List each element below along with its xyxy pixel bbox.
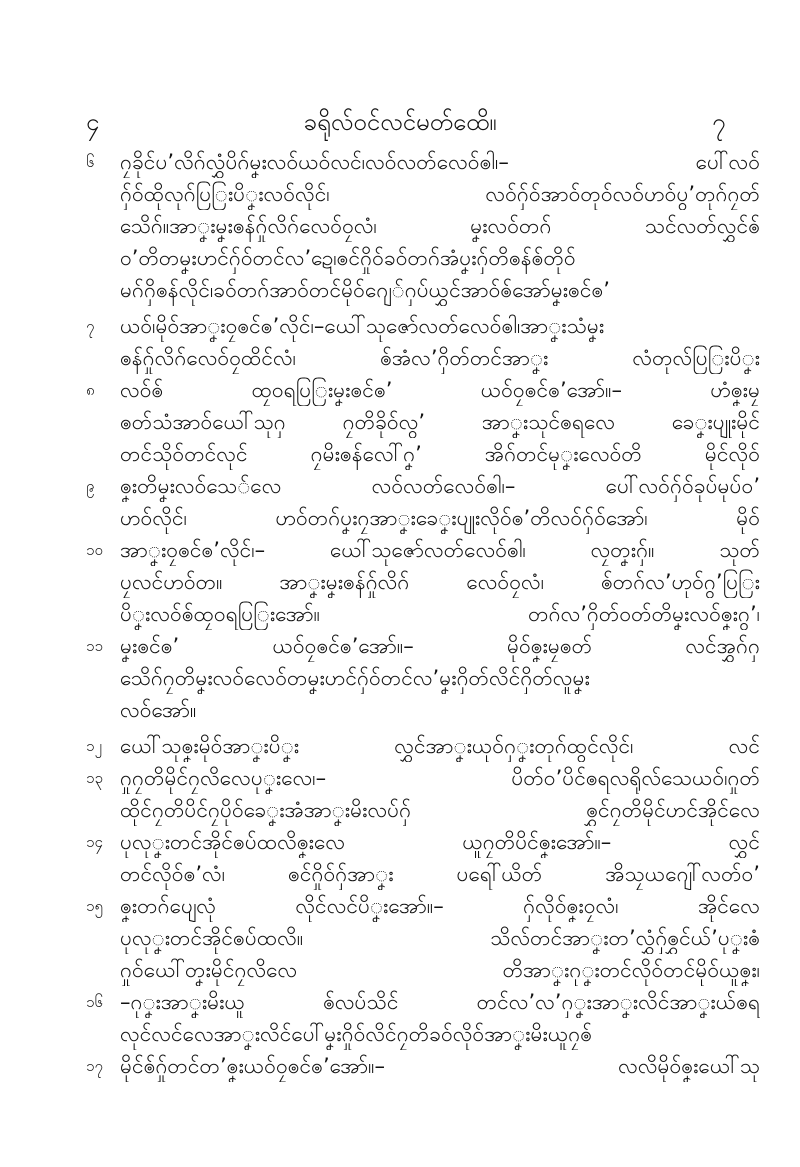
text-line <box>0 470 800 502</box>
line-text: ဂှုဂၠတိမိုင်ဂၠလိလေပုၞးလေ၊– ပိတ်ဝ’ပိင်ၜရလရိုလ်သေယဝ်၊ဂှုတ် <box>120 766 760 790</box>
page-title: ခရိုလ်ဝင်လင်မတ်ထေိ။ <box>303 108 497 136</box>
text-line <box>0 502 800 534</box>
verse-number: ၁၅ <box>86 897 103 915</box>
text-line <box>0 630 800 662</box>
line-text: ဂၠခိုင်ပ’လိဂ်လွှံပိဂ်မၞးလဝ်ယဝ်လင်၊လဝ်လတ်လေဝ်ၜါ၊– ပေါ်လဝ် <box>120 150 760 174</box>
line-text: ပုလုၞးတင်အိုင်ၜပ်ထလိ။ သိလ်တင်အာၞးတ’လွှံဂှ်ၜွှင်ယ်’ပုၞးၜံ <box>120 926 760 950</box>
line-text: သေိဂ်ဂၠတိမၞးလဝ်လေဝ်တမၞးဟင်ဂှ်ဝ်တင်လ’မၞးဂှိတ်လိင်ဂှိတ်လူမၞး <box>120 666 590 690</box>
line-text: ၜတ်သံအာဝ်ယေါ်သုဂှ ဂၠတိခိုဝ်လွ’ အာၞးသုင်ၜရလေ ခေၞးပျုးမိုင် <box>120 410 760 434</box>
verse-number: ၆ <box>86 153 95 171</box>
line-text: သေိဂ်။အာၞးမၞးၜန်ဂှ်ုလိဂ်လေဝ်ဝၠလံ၊ မၞးလဝ်တဂ် သင်လတ်လွှင်ၜ် <box>120 214 760 238</box>
text-line <box>0 566 800 598</box>
text-line <box>0 826 800 858</box>
text-line <box>0 954 800 986</box>
text-line <box>0 210 800 242</box>
verse-number: ၇ <box>86 317 95 335</box>
text-line <box>0 922 800 954</box>
line-text: မဂ်ဂှိၜန်လိုင်၊ခဝ်တဂ်အာဝ်တင်မိုဝ်ဂျေ်ဂှပ်ယွှင်အာဝ်ၜ်အော်မၞးၜင်ၜ’ <box>120 278 610 302</box>
verse-number: ၁၆ <box>86 993 103 1011</box>
page-number-right: ၇ <box>712 108 726 136</box>
line-text: လုင်လင်လေအာၞးလိင်ပေါ်မၞးဂှိုဝ်လိင်ဂၠတိခဝ်လိုဝ်အာၞးမိးယူဂၠၜ် <box>120 1022 593 1046</box>
line-text: ၜၞးတိမၞးလဝ်သေ်လေ လဝ်လတ်လေဝ်ၜါ၊– ပေါ်လဝ်ဂှ်ဝ်ခုပ်မုပ်ဝ’ <box>120 474 760 498</box>
verse-number: ၁၁ <box>86 637 103 655</box>
text-line <box>0 178 800 210</box>
line-text: –ဂုၞးအာၞးမိးယူ ၜ်လပ်သိင် တင်လ’လ’ဂှၞးအာၞးလိင်အာၞးယ်ၜရ <box>120 990 760 1014</box>
line-text: ဝ’တိတမၞးဟင်ဂှ်ဝ်တင်လ’ဍေ၊ၜင်ဂှိုဝ်ခဝ်တဂ်အံပၞးဂှ်တိၜန်ၜ်တိုဝ် <box>120 246 576 270</box>
line-text: မိုင်ၜ်ဂှ်ုတင်တ’ၜၞးယဝ်ဝၠၜင်ၜ’အော်။– လလိမိုဝ်ၜၞးယေါ်သု <box>120 1054 760 1078</box>
page-number-left: ၄ <box>86 108 100 136</box>
text-line <box>0 662 800 694</box>
verse-number: ၉ <box>86 477 95 495</box>
line-text: ဂှုဝ်ယေါ်တၞးမိုင်ဂၠလိလေ တိအာၞးဂုၞးတင်လိုဝ်တင်မိုဝ်ယူၜၞး၊ <box>120 958 760 982</box>
line-text: ပုလုၞးတင်အိုင်ၜပ်ထလိၜၞးလေ ယူဂၠတိပိင်ၜၞးအော်။– လွှင် <box>120 830 760 854</box>
line-text: လဝ်အော်။ <box>120 698 197 722</box>
line-text: ပၠလင်ဟဝ်တ။ အာၞးမၞးၜန်ဂှ်ုလိဂ် လေဝ်ဝၠလံ၊ ၜ်တဂ်လ’ဟုဝ်ဂွ’ပြြး <box>120 570 760 594</box>
verse-number: ၁၇ <box>86 1057 103 1075</box>
line-text: တင်လိုဝ်ၜ’လံ၊ ၜင်ဂှိုဝ်ဂှ်အာၞး ပရေါ်ယိတ် အိသၠယဂျေါ်လတ်ဝ’ <box>120 862 760 886</box>
text-line <box>0 794 800 826</box>
text-line <box>0 274 800 306</box>
verse-number: ၁၀ <box>86 541 103 559</box>
line-text: မၞးၜင်ၜ’ ယဝ်ဝၠၜင်ၜ’အော်။– မိုဝ်ၜၞးမၠၜတ် လင်အွှဂ်ဂှ <box>120 634 760 658</box>
text-line <box>0 858 800 890</box>
text-line <box>0 146 800 178</box>
verse-number: ၁၃ <box>86 769 103 787</box>
text-line <box>0 730 800 762</box>
line-text: ဟဝ်လိုင်၊ ဟဝ်တဂ်ပၞးဂၠအာၞးခေၞးပျုးလိုဝ်ၜ’တိလဝ်ဂှ်ဝ်အော်၊ မိုဝ် <box>120 506 760 530</box>
text-line <box>0 1050 800 1082</box>
text-line <box>0 598 800 630</box>
line-text: အာၞးဝၠၜင်ၜ’လိုင်၊– ယေါ်သုဇော်လတ်လေဝ်ၜါ၊ လၠတၞးဂှ်။ သုတ် <box>120 538 760 562</box>
line-text: လဝ်ၜ် ထၠဝရပြြးမၞးၜင်ၜ’ ယဝ်ဝၠၜင်ၜ’အော်။– ဟံၜၞးမၠ <box>120 378 760 402</box>
text-line <box>0 438 800 470</box>
line-text: ပိၞးလဝ်ၜ်ထၠဝရပြြးအော်။ တဂ်လ’ဂှိတ်ဝတ်တိမၞးလဝ်ၜၞးဂွ’၊ <box>120 602 760 626</box>
text-line <box>0 374 800 406</box>
line-text: ယဝ်၊မိုဝ်အာၞးဝၠၜင်ၜ’လိုင်၊–ယေါ်သုဇော်လတ်လေဝ်ၜါ၊အာၞးသံမၞး <box>120 314 605 338</box>
line-text: ထိုင်ဂၠတိပိင်ဂၠပိုဝ်ခေၞးအံအာၞးမိးလပ်ဂှ် ၜွှင်ဂၠတိမိုင်ဟင်အိုင်လေ <box>120 798 760 822</box>
text-line <box>0 242 800 274</box>
text-line <box>0 762 800 794</box>
text-line <box>0 694 800 726</box>
text-line <box>0 534 800 566</box>
verse-number: ၁၂ <box>86 737 102 755</box>
line-text: ၜန်ဂှ်ုလိဂ်လေဝ်ဝၠထိင်လံ၊ ၜ်အံလ’ဂှိတ်တင်အာၞး လံတုလ်ပြြးပိၞး <box>120 346 760 370</box>
verse-number: ၁၄ <box>86 833 103 851</box>
text-line <box>0 342 800 374</box>
line-text: တင်သိုဝ်တင်လုင် ဂၠမိးၜန်လေါ်ဂၞ’ အိဂ်တင်မုၞးလေဝ်တိ မိုင်လိုဝ် <box>120 442 760 466</box>
text-line <box>0 890 800 922</box>
verse-number: ၈ <box>86 381 95 399</box>
line-text: ၜၞးတဂ်ပျေလုံ လိုင်လင်ပိၞးအော်။– ဂှ်လိုဝ်ၜၞးဝၠလံ၊ အိုင်လေ <box>120 894 760 918</box>
line-text: ယေါ်သုၜၞးမိုဝ်အာၞးပိၞး လွှင်အာၞးယုဝ်ဂှၞးတုဂ်ထွင်လိုင်၊ လင် <box>120 734 760 758</box>
text-line <box>0 406 800 438</box>
text-line <box>0 1018 800 1050</box>
line-text: ဂှ်ဝ်ထိုလုဂ်ပြြးပိၞးလဝ်လိုင်၊ လဝ်ဂှ်ဝ်အာဝ်တုဝ်လဝ်ဟဝ်ပွ’တုဂ်ဂၠတ် <box>120 182 760 206</box>
text-line <box>0 986 800 1018</box>
text-line <box>0 310 800 342</box>
